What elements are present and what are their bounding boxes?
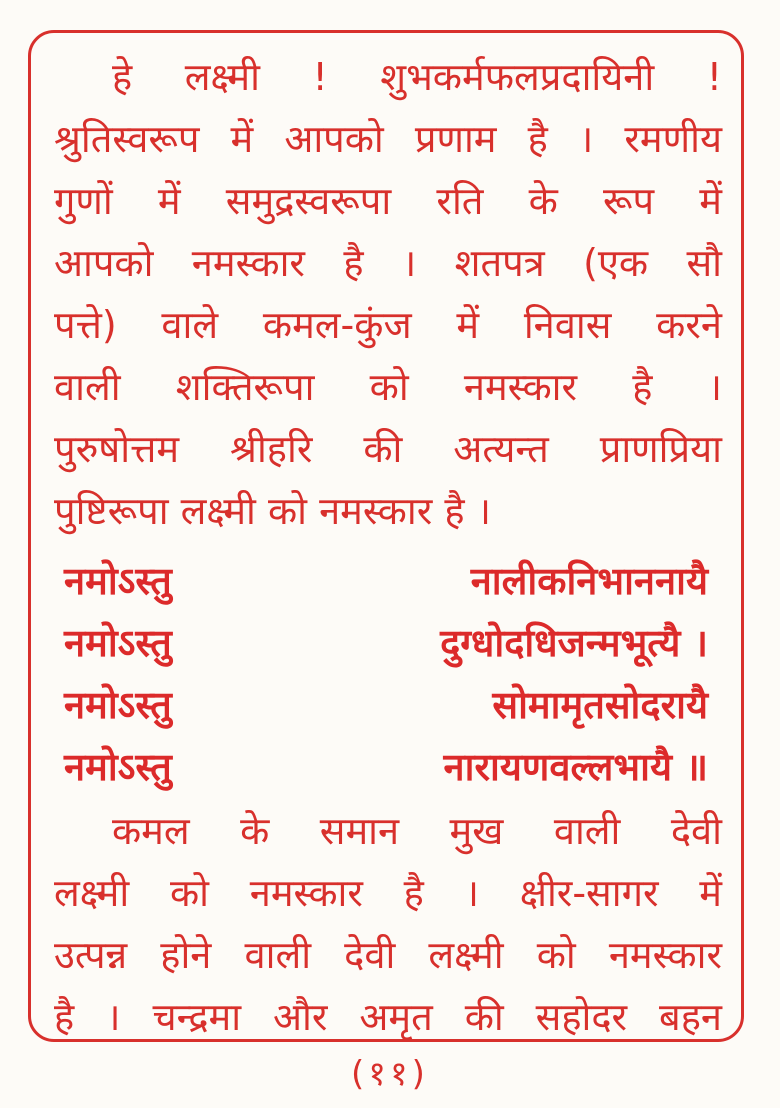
verse-line	[64, 612, 714, 674]
text-line: कमल के समान मुख वाली देवी	[112, 809, 722, 853]
verse-line	[64, 736, 714, 798]
verse-left: नमोऽस्तु	[64, 621, 172, 665]
page-number: (११)	[351, 1054, 429, 1094]
text-line: पुष्टिरूपा लक्ष्मी को नमस्कार है ।	[54, 489, 491, 533]
verse-right: सोमामृतसोदरायै	[492, 683, 708, 727]
verse-line	[64, 674, 714, 736]
text-line: हे लक्ष्मी ! शुभकर्मफलप्रदायिनी !	[112, 55, 722, 99]
text-line: आपको नमस्कार है । शतपत्र (एक सौ	[54, 241, 722, 285]
text-line: श्रुतिस्वरूप में आपको प्रणाम है । रमणीय	[54, 117, 722, 161]
text-line: पत्ते) वाले कमल-कुंज में निवास करने	[54, 303, 722, 347]
text-line: है । चन्द्रमा और अमृत की सहोदर बहन	[54, 995, 722, 1039]
verse-right: दुग्धोदधिजन्मभूत्यै ।	[440, 621, 708, 665]
paragraph-1	[54, 46, 722, 542]
paragraph-2	[54, 800, 722, 1048]
text-line: लक्ष्मी को नमस्कार है । क्षीर-सागर में	[54, 871, 722, 915]
text-line: गुणों में समुद्रस्वरूपा रति के रूप में	[54, 179, 722, 223]
verse-block	[64, 550, 714, 798]
verse-right: नारायणवल्लभायै ॥	[443, 745, 708, 789]
verse-left: नमोऽस्तु	[64, 745, 172, 789]
verse-left: नमोऽस्तु	[64, 683, 172, 727]
verse-right: नालीकनिभाननायै	[470, 559, 708, 603]
text-line: पुरुषोत्तम श्रीहरि की अत्यन्त प्राणप्रिया	[54, 427, 722, 471]
text-line: उत्पन्न होने वाली देवी लक्ष्मी को नमस्कार	[54, 933, 722, 977]
verse-line	[64, 550, 714, 612]
text-line: वाली शक्तिरूपा को नमस्कार है ।	[54, 365, 722, 409]
verse-left: नमोऽस्तु	[64, 559, 172, 603]
